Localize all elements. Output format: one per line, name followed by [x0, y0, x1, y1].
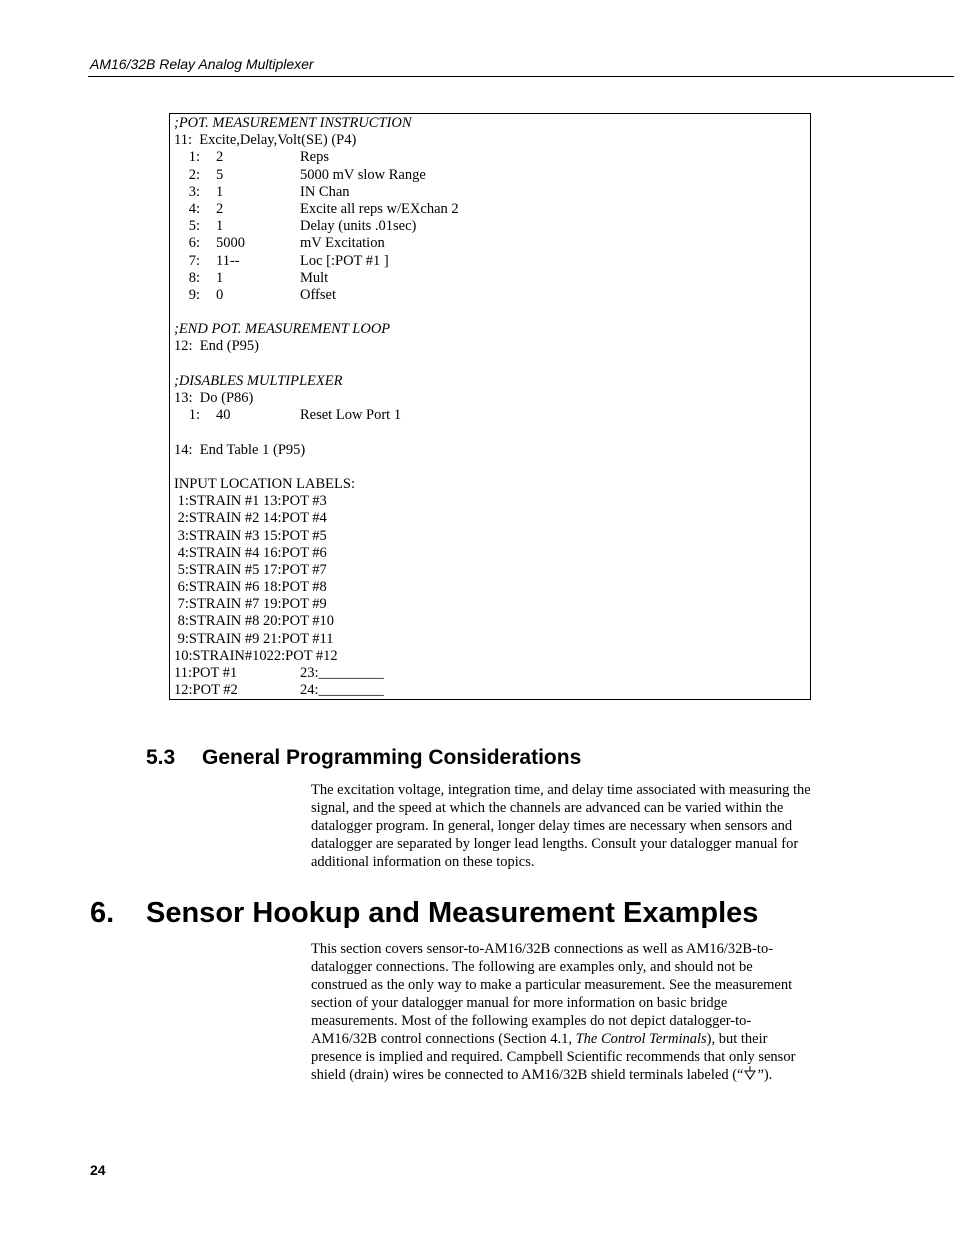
label-left: 4:STRAIN #4 16:POT #6: [174, 544, 327, 561]
parameter-row: [174, 184, 810, 201]
parameter-description: Reps: [300, 149, 329, 166]
parameter-description: 5000 mV slow Range: [300, 166, 426, 183]
parameter-number: 9:: [188, 286, 200, 303]
instruction-11-params: [174, 149, 810, 304]
parameter-value: 1: [216, 269, 224, 286]
label-row: [174, 648, 810, 665]
body-italic-reference: The Control Terminals: [575, 1031, 707, 1047]
parameter-row: [174, 218, 810, 235]
chapter-body: [311, 940, 811, 1084]
section-title: General Programming Considerations: [202, 746, 582, 769]
parameter-number: 1:: [188, 149, 200, 166]
label-left: 8:STRAIN #8 20:POT #10: [174, 613, 335, 630]
body-text: This section covers sensor-to-AM16/32B connections as well as AM16/32B-to-datalogger connections. The following are examples only, and should not be construed as the only way to make a particular measurement. See the measurement section of your datalogger manual for more information on basic bridge measurements. Most of the following examples do not depict datalogger-to-AM16/32B control connections (Section 4.1,: [311, 941, 793, 1047]
code-instruction: 11: Excite,Delay,Volt(SE) (P4): [174, 132, 357, 149]
parameter-value: 1: [216, 218, 224, 235]
parameter-description: Loc [:POT #1 ]: [300, 252, 389, 269]
label-row: [174, 545, 810, 562]
label-right: 24:_________: [300, 682, 384, 699]
label-left: 3:STRAIN #3 15:POT #5: [174, 527, 327, 544]
section-number: 5.3: [146, 746, 176, 769]
label-left: 12:POT #2: [174, 682, 238, 699]
parameter-row: [174, 201, 810, 218]
blank-line: [174, 459, 810, 476]
label-row: [174, 613, 810, 630]
parameter-description: Delay (units .01sec): [300, 218, 417, 235]
chapter-number: 6.: [90, 897, 115, 929]
parameter-row: [174, 270, 810, 287]
parameter-description: IN Chan: [300, 183, 350, 200]
parameter-row: [174, 407, 810, 424]
body-text: ), but their presence is implied and required. Campbell Scientific recommends that only sensor shield (drain) wires be connected to AM16/32B shield terminals labeled (“: [311, 1031, 796, 1083]
blank-line: [174, 356, 810, 373]
parameter-description: Reset Low Port 1: [300, 407, 402, 424]
parameter-row: [174, 253, 810, 270]
parameter-row: [174, 287, 810, 304]
parameter-description: Excite all reps w/EXchan 2: [300, 200, 459, 217]
program-listing-box: [169, 113, 811, 700]
parameter-number: 6:: [188, 235, 200, 252]
code-instruction: 13: Do (P86): [174, 390, 254, 406]
label-row: [174, 682, 810, 699]
section-body: The excitation voltage, integration time, and delay time associated with measuring the signal, and the speed at which the channels are advanced can be varied within the datalogger program. In general, longer delay times are necessary when sensors and datalogger are separated by longer lead lengths. Consult your datalogger manual for additional information on these topics.: [311, 782, 811, 870]
label-left: 9:STRAIN #9 21:POT #11: [174, 630, 334, 647]
parameter-description: mV Excitation: [300, 235, 385, 252]
parameter-value: 1: [216, 183, 224, 200]
chapter-title: Sensor Hookup and Measurement Examples: [146, 897, 759, 929]
section-heading: [146, 746, 581, 770]
code-comment: ;DISABLES MULTIPLEXER: [174, 372, 343, 389]
parameter-value: 5: [216, 166, 224, 183]
blank-line: [174, 304, 810, 321]
label-left: 2:STRAIN #2 14:POT #4: [174, 510, 327, 527]
labels-heading: INPUT LOCATION LABELS:: [174, 475, 355, 492]
parameter-value: 2: [216, 149, 224, 166]
label-left: 10:STRAIN#1022:POT #12: [174, 647, 338, 664]
parameter-description: Offset: [300, 286, 336, 303]
parameter-value: 11--: [216, 252, 240, 269]
code-comment: ;END POT. MEASUREMENT LOOP: [174, 321, 391, 338]
parameter-number: 7:: [188, 252, 200, 269]
parameter-number: 3:: [188, 183, 200, 200]
parameter-row: [174, 167, 810, 184]
parameter-number: 5:: [188, 218, 200, 235]
code-instruction: 12: End (P95): [174, 338, 259, 355]
label-left: 11:POT #1: [174, 665, 238, 681]
parameter-value: 0: [216, 286, 224, 303]
chapter-heading: [90, 897, 758, 930]
label-left: 6:STRAIN #6 18:POT #8: [174, 579, 327, 596]
label-row: [174, 596, 810, 613]
label-left: 5:STRAIN #5 17:POT #7: [174, 561, 327, 578]
blank-line: [174, 424, 810, 441]
page-number: 24: [90, 1162, 106, 1178]
parameter-number: 1:: [188, 407, 200, 424]
label-row: [174, 510, 810, 527]
label-row: [174, 493, 810, 510]
parameter-value: 2: [216, 200, 224, 217]
body-text: ”).: [757, 1067, 773, 1083]
parameter-row: [174, 235, 810, 252]
header-rule: [88, 76, 954, 77]
parameter-value: 5000: [216, 235, 245, 252]
running-header: AM16/32B Relay Analog Multiplexer: [90, 56, 314, 72]
code-instruction: 14: End Table 1 (P95): [174, 441, 306, 458]
parameter-description: Mult: [300, 269, 329, 286]
ground-symbol-icon: [743, 1066, 757, 1080]
label-left: 7:STRAIN #7 19:POT #9: [174, 596, 327, 613]
label-row: [174, 528, 810, 545]
parameter-number: 4:: [188, 200, 200, 217]
label-row: [174, 579, 810, 596]
parameter-row: [174, 149, 810, 166]
label-row: [174, 665, 810, 682]
parameter-value: 40: [216, 407, 231, 424]
label-row: [174, 631, 810, 648]
code-comment: ;POT. MEASUREMENT INSTRUCTION: [174, 115, 412, 131]
instruction-13-params: [174, 407, 810, 424]
parameter-number: 8:: [188, 269, 200, 286]
parameter-number: 2:: [188, 166, 200, 183]
label-row: [174, 562, 810, 579]
label-left: 1:STRAIN #1 13:POT #3: [174, 493, 327, 510]
input-location-labels: [174, 493, 810, 699]
label-right: 23:_________: [300, 665, 384, 681]
